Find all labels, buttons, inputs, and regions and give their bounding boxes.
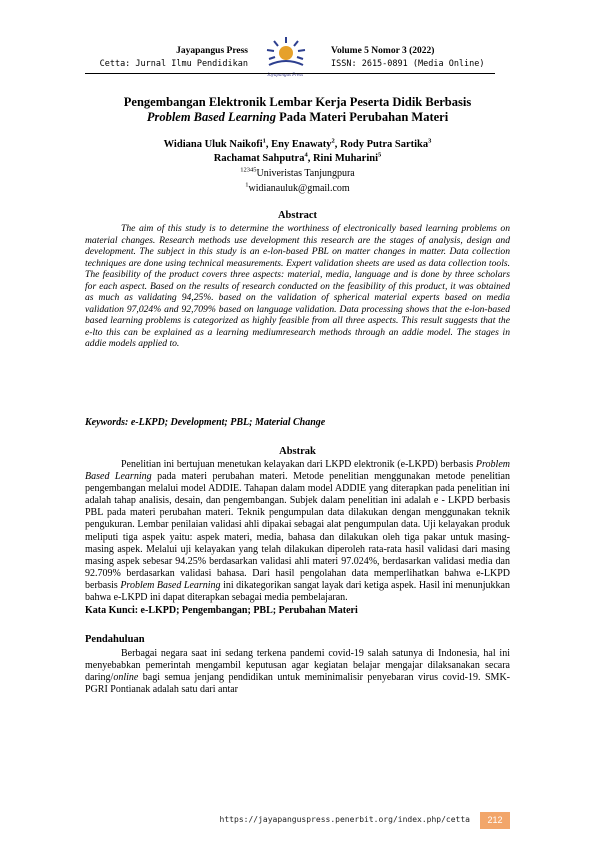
title-line-1: Pengembangan Elektronik Lembar Kerja Peserta Didik Berbasis (123, 95, 472, 109)
authors-line-1 (70, 138, 525, 152)
affiliation-sup: 12345 (240, 166, 257, 174)
abstrak-text-3: ini dikategorikan sangat layak dari ketiga aspek. Hasil ini menunjukkan bahwa e-LKPD ini dapat diterapkan sebagai media pembelajaran. (85, 579, 510, 604)
keywords-english: Keywords: e-LKPD; Development; PBL; Material Change (85, 417, 326, 428)
affiliation-line (70, 166, 525, 181)
volume-info: Volume 5 Nomor 3 (2022) (331, 46, 435, 56)
issn-info: ISSN: 2615-0891 (Media Online) (331, 59, 485, 69)
paper-title (70, 95, 525, 125)
intro-italic: online (113, 672, 139, 684)
title-italic: Problem Based Learning (146, 110, 276, 124)
email-sup: 1 (245, 181, 249, 189)
title-rest: Pada Materi Perubahan Materi (275, 110, 449, 124)
affiliation (70, 166, 525, 196)
abstrak-italic-2: Problem Based Learning (120, 579, 221, 591)
abstrak-text-1: Penelitian ini bertujuan menetukan kelayakan dari LKPD elektronik (e-LKPD) berbasis (121, 459, 476, 470)
header-divider (85, 73, 495, 74)
affiliation-name: Univeristas Tanjungpura (256, 168, 355, 179)
intro-paragraph (85, 648, 510, 696)
author-5-sup: 5 (378, 151, 382, 159)
author-4-sup: 4 (304, 151, 308, 159)
author-list (70, 138, 525, 166)
abstrak-italic-1: Problem Based Learning (85, 459, 510, 483)
author-5: , Rini Muharini (307, 153, 379, 164)
author-2: , Eny Enawaty (265, 139, 332, 150)
header-right (331, 45, 485, 71)
intro-heading: Pendahuluan (85, 634, 145, 645)
page-footer (219, 812, 510, 830)
intro-text-2: bagi semua jenjang pendidikan untuk meminimalisir penyebaran virus covid-19. SMK-PGRI Pontianak adalah satu dari antar (85, 672, 510, 696)
journal-url[interactable]: https://jayapanguspress.penerbit.org/index.php/cetta (219, 815, 470, 824)
author-4: Rachamat Sahputra (213, 153, 305, 164)
abstrak-heading: Abstrak (279, 446, 316, 457)
author-2-sup: 2 (331, 137, 335, 145)
header-left (100, 45, 248, 71)
author-3: , Rody Putra Sartika (334, 139, 429, 150)
logo-text: Jayapangus Press (267, 73, 304, 78)
abstract-english: The aim of this study is to determine the worthiness of electronically based learning problems on material changes. Research methods use development this research are the stages of analysis, design and development. The subject in this study is an e-lon-based PBL on matter changes in matter. Data collection techniques are done using technical measurements. Expert validation sheets are used as data collection tools. The feasibility of the product covers three aspects: material, media, language and is done by three scholars for each aspect. Based on the results of research conducted on the feasibility of this product, it was obtained as much as validating 94,25%. based on the validation of spherical material experts based on media validation 97,024% and 92,709% based on language validation. Data processing shows that the e-lon-based based learning problems is categorized as highly feasible from all three aspects. This result suggests that the e-lto this can be explained as a learning mediumresearch methods through an addie model. The stages in addie models applied to. (85, 223, 510, 349)
abstract-heading: Abstract (277, 210, 318, 221)
author-1: Widiana Uluk Naikofi (163, 139, 263, 150)
page-number: 212 (480, 812, 510, 829)
email-line (70, 181, 525, 196)
journal-header (85, 45, 510, 79)
abstrak-text-2: pada materi perubahan materi. Metode penelitian menggunakan metode penelitian pengembangan melalui model ADDIE. Tahapan dalam model ADDIE yang diterapkan pada penelitian ini adalah tahap analisis, desain, dan pengembangan. Subjek dalam penelitian ini adalah e - LKPD berbasis PBL pada materi perubahan materi. Teknik pengumpulan data dilakukan dengan menggunakan teknik pengukuran. Lembar penilaian validasi ahli dipakai sebagai alat pengumpulan data. Uji kelayakan produk meliputi tiga aspek yaitu: aspek materi, media, bahasa dan dilakukan oleh tiga pakar untuk masing-masing aspek. Melalui uji kelayakan yang telah dilakukan diperoleh rata-rata hasil validasi dari masing masing aspek sebesar 94.25% berdasarkan validasi ahli materi 97.024%, berdasarkan validasi media dan 92.709% berdasarkan validasi bahasa. Dari hasil pengolahan data memperlihatkan bahwa e-LKPD berbasis (85, 471, 510, 591)
title-line-2 (70, 110, 525, 125)
journal-name: Cetta: Jurnal Ilmu Pendidikan (99, 59, 248, 69)
author-email[interactable]: widianauluk@gmail.com (248, 183, 350, 194)
keywords-indonesian: Kata Kunci: e-LKPD; Pengembangan; PBL; Perubahan Materi (85, 605, 358, 616)
abstract-indonesian (85, 459, 510, 604)
intro-text-1: Berbagai negara saat ini sedang terkena pandemi covid-19 salah satunya di Indonesia, hal ini menyebabkan pemerintah mengambil keputusan agar kegiatan belajar mengajar dilaksanakan secara daring/ (85, 648, 510, 684)
publisher-name: Jayapangus Press (176, 46, 248, 56)
author-1-sup: 1 (262, 137, 266, 145)
authors-line-2 (70, 152, 525, 166)
author-3-sup: 3 (428, 137, 432, 145)
